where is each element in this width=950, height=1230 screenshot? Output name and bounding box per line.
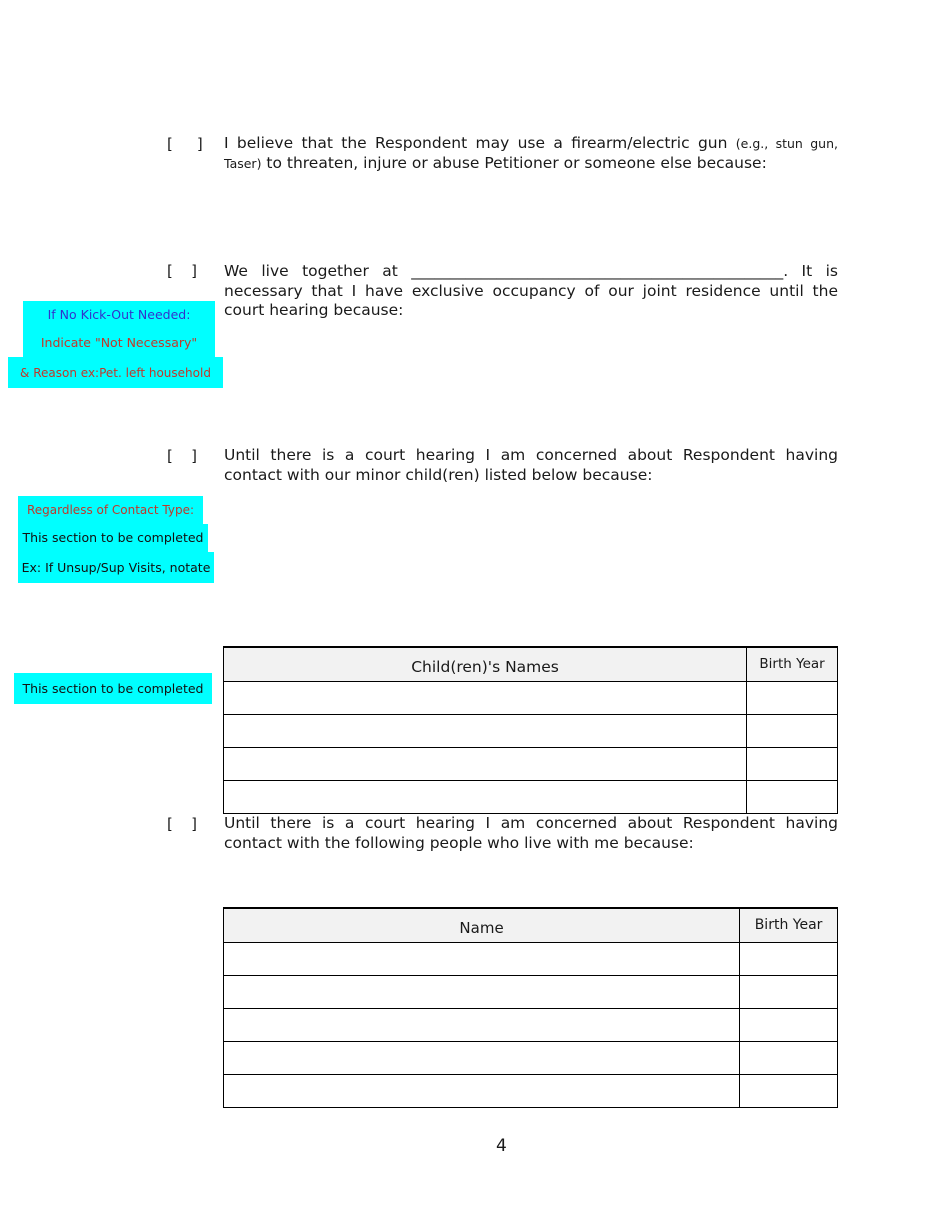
table-row xyxy=(224,942,838,975)
residence-statement: We live together at ________________________________________________. It is necessary that I have exclusive occupancy of our joint residence until the court hearing because: xyxy=(224,262,838,319)
table-row xyxy=(224,1041,838,1074)
person-name-cell[interactable] xyxy=(224,975,740,1008)
note-contact-line3: Ex: If Unsup/Sup Visits, notate xyxy=(18,552,214,583)
child-birth-year-cell[interactable] xyxy=(747,747,838,780)
people-birth-year-header: Birth Year xyxy=(740,908,838,942)
person-name-cell[interactable] xyxy=(224,1008,740,1041)
firearm-checkbox[interactable]: [ ] xyxy=(167,135,204,153)
table-row xyxy=(224,1074,838,1107)
person-birth-year-cell[interactable] xyxy=(740,975,838,1008)
person-birth-year-cell[interactable] xyxy=(740,1008,838,1041)
children-names-header: Child(ren)'s Names xyxy=(224,647,747,681)
note-kickout-line3: & Reason ex:Pet. left household xyxy=(8,357,223,388)
table-row xyxy=(224,747,838,780)
person-birth-year-cell[interactable] xyxy=(740,942,838,975)
child-birth-year-cell[interactable] xyxy=(747,714,838,747)
people-table-header xyxy=(224,908,838,942)
person-name-cell[interactable] xyxy=(224,1074,740,1107)
children-birth-year-header: Birth Year xyxy=(747,647,838,681)
table-row xyxy=(224,1008,838,1041)
note-contact-line2: This section to be completed xyxy=(18,524,208,552)
table-row xyxy=(224,780,838,813)
firearm-text-a: I believe that the Respondent may use a firearm/electric gun xyxy=(224,134,728,152)
people-name-header: Name xyxy=(224,908,740,942)
note-kickout-line2: Indicate "Not Necessary" xyxy=(23,329,215,357)
child-name-cell[interactable] xyxy=(224,780,747,813)
children-table xyxy=(223,646,838,814)
table-row xyxy=(224,681,838,714)
firearm-text-b: to threaten, injure or abuse Petitioner or someone else because: xyxy=(266,153,767,172)
note-children-table: This section to be completed xyxy=(14,673,212,704)
person-birth-year-cell[interactable] xyxy=(740,1074,838,1107)
note-contact-line1: Regardless of Contact Type: xyxy=(18,496,203,524)
page-number: 4 xyxy=(496,1136,507,1156)
table-row xyxy=(224,714,838,747)
child-birth-year-cell[interactable] xyxy=(747,681,838,714)
child-name-cell[interactable] xyxy=(224,681,747,714)
children-statement: Until there is a court hearing I am concerned about Respondent having contact with our minor child(ren) listed below because: xyxy=(224,446,838,484)
person-birth-year-cell[interactable] xyxy=(740,1041,838,1074)
child-birth-year-cell[interactable] xyxy=(747,780,838,813)
firearm-text-example: (e.g., stun gun, Taser) xyxy=(224,136,838,171)
children-checkbox[interactable]: [ ] xyxy=(167,447,199,465)
child-name-cell[interactable] xyxy=(224,714,747,747)
table-row xyxy=(224,975,838,1008)
child-name-cell[interactable] xyxy=(224,747,747,780)
residence-checkbox[interactable]: [ ] xyxy=(167,262,199,280)
person-name-cell[interactable] xyxy=(224,942,740,975)
people-table xyxy=(223,907,838,1108)
firearm-statement xyxy=(224,134,838,173)
household-checkbox[interactable]: [ ] xyxy=(167,815,199,833)
children-table-header xyxy=(224,647,838,681)
household-statement: Until there is a court hearing I am concerned about Respondent having contact with the following people who live with me because: xyxy=(224,814,838,852)
person-name-cell[interactable] xyxy=(224,1041,740,1074)
note-kickout-line1: If No Kick-Out Needed: xyxy=(23,301,215,329)
